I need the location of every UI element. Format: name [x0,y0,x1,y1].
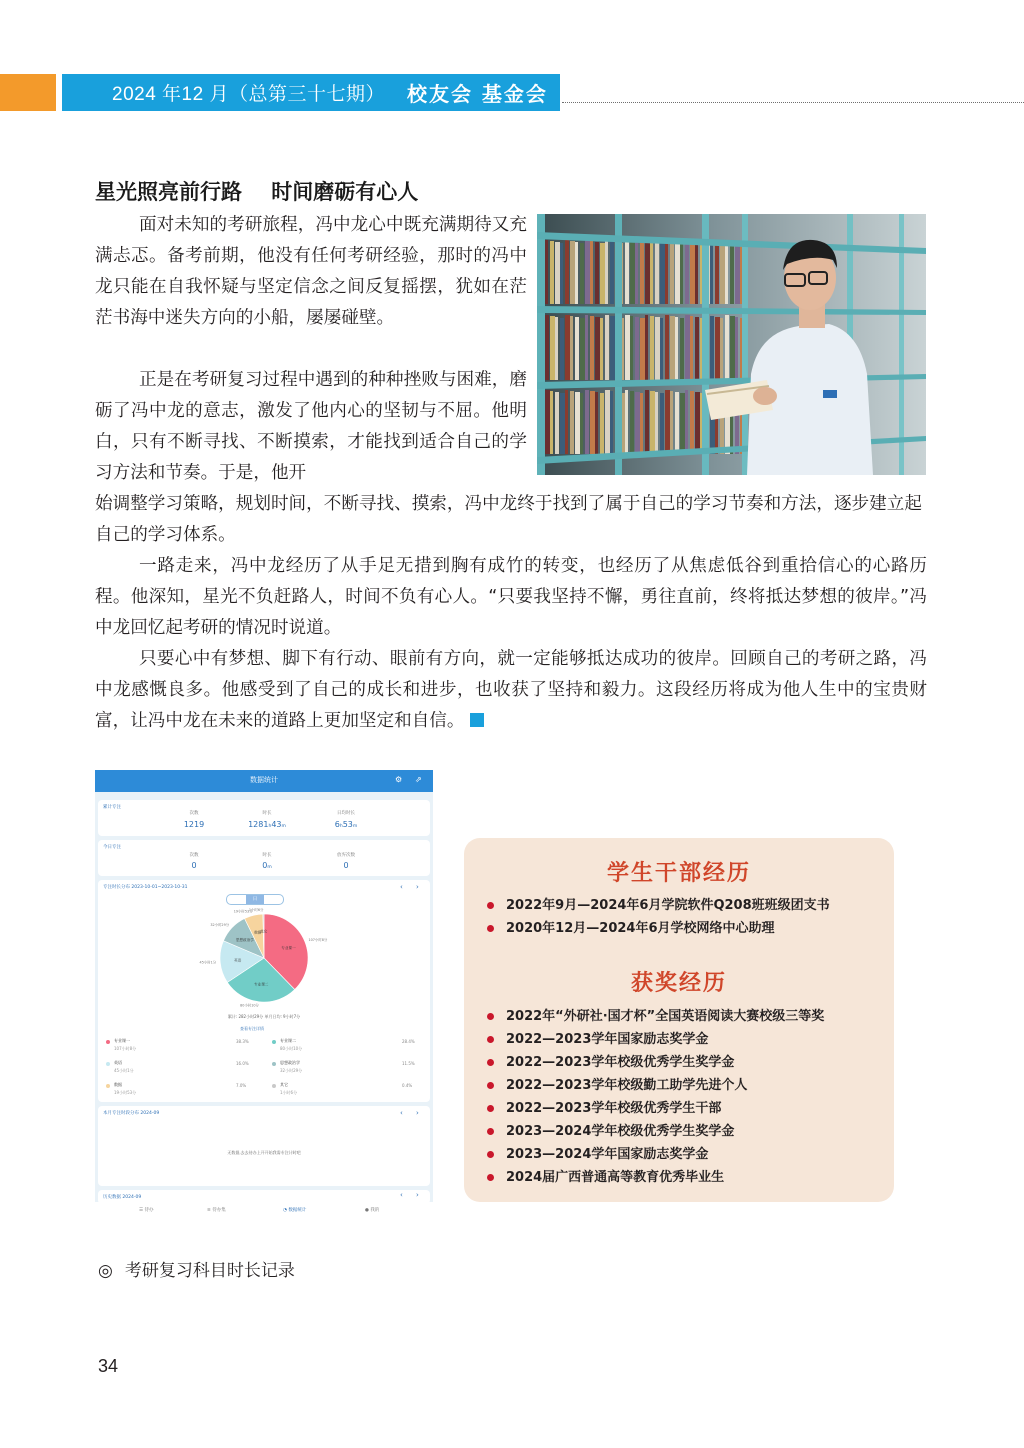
user-icon: ● [365,1208,371,1213]
legend-pct: 0.4% [402,1083,413,1088]
book-spine [670,391,673,454]
pie-slice-label: 数据 [254,930,262,935]
legend-time: 80小时10分 [280,1046,303,1051]
cadre-heading: 学生干部经历 [606,861,751,886]
app-title: 数据统计 [250,776,278,784]
legend-item [272,1038,422,1058]
history-label: 历史数据 2024-09 [103,1195,142,1200]
app-header [95,770,433,792]
list-item-text: 2022年9月—2024年6月学院软件Q208班班级团支书 [506,898,830,913]
bullet-icon [487,1013,494,1020]
paragraph-1: 面对未知的考研旅程，冯中龙心中既充满期待又充满忐忑。备考前期，他没有任何考研经验，那时的冯中龙只能在自我怀疑与坚定信念之间反复摇摆，犹如在茫茫书海中迷失方向的小船，屡屡碰壁。 [95,215,527,328]
book-spine [560,243,563,304]
today-giveup: 0 [343,861,349,870]
book-spine [635,242,638,304]
book-spine [735,317,738,380]
book-spine [670,241,674,304]
legend-pct: 28.4% [402,1039,415,1044]
legend-name: 数据 [114,1082,122,1087]
book-spine [635,392,640,454]
bullet-icon [487,1059,494,1066]
book-spine [575,317,579,380]
time-label: 时长 [262,811,272,816]
pie-slice-label: 思想政治学 [235,937,254,942]
header-orange-block [0,74,56,111]
book-spine [655,242,659,304]
book-spine [585,240,590,304]
book-spine [565,315,570,380]
pie-slice-time: 19小时53分 [233,909,253,914]
pie-slice-label: 其它 [260,929,268,934]
book-spine [670,316,675,380]
book-spine [685,315,690,380]
next-month-icon[interactable]: › [416,883,419,891]
caption-text: 考研复习科目时长记录 [124,1261,295,1281]
distribution-summary: 累计: 282小时29分 单月日均: 9小时7分 [227,1014,301,1019]
book-spine [610,391,613,454]
book-spine [635,317,639,380]
book-spine [730,241,734,304]
study-app-screenshot [95,770,433,1222]
experience-box [464,838,894,1202]
today-time-label: 时长 [262,853,272,858]
book-spine [575,392,580,454]
book-spine [660,393,664,454]
book-spine [640,318,645,380]
paragraph-4-text: 只要心中有梦想、脚下有行动、眼前有方向，就一定能够抵达成功的彼岸。回顾自己的考研之路，冯中龙感慨良多。他感受到了自己的成长和进步，也收获了坚持和毅力。这段经历将成为他人生中的宝贵财富，让冯中龙在未来的道路上更加坚定和自信。 [95,649,927,731]
legend-time: 45小时1分 [114,1068,134,1073]
book-spine [565,240,569,304]
list-item-text: 2022—2023学年国家励志奖学金 [506,1032,709,1047]
book-spine [595,317,600,380]
book-spine [665,390,670,454]
book-spine [690,391,694,454]
book-spine [655,392,658,454]
detail-button[interactable]: 查看专注详情 [240,1026,264,1031]
book-spine [585,390,589,454]
book-spine [550,316,555,380]
book-spine [685,390,688,454]
tab-statistics[interactable]: ◔ 数据统计 [283,1208,307,1213]
distribution-label: 专注时长分布 2023-10-01~2023-10-31 [103,885,188,890]
legend-name: 思想政治学 [280,1060,300,1065]
book-spine [655,317,660,380]
legend-name: 英语 [114,1060,122,1065]
legend-item [106,1060,256,1080]
book-spine [555,242,560,304]
book-spine [645,315,648,380]
legend-swatch [272,1040,276,1044]
total-avg: 6h53m [334,820,358,829]
book-spine [580,243,584,304]
bullet-icon [487,925,494,932]
book-spine [640,243,644,304]
today-focus-label: 今日专注 [103,845,121,850]
legend-swatch [106,1084,110,1088]
book-spine [550,241,554,304]
book-spine [720,318,723,380]
book-spine [730,316,735,380]
legend-name: 专业课二 [280,1038,296,1043]
legend-time: 107小时8分 [114,1046,137,1051]
bullet-icon [487,902,494,909]
book-spine [640,393,643,454]
total-focus-card [98,800,430,836]
book-spine [710,241,713,304]
book-spine [610,316,615,380]
book-spine [595,242,599,304]
book-spine [555,317,558,380]
book-spine [685,240,689,304]
book-spine [605,315,609,380]
book-spine [695,242,698,304]
book-spine [570,241,575,304]
list-item-text: 2022—2023学年校级优秀学生干部 [506,1101,722,1116]
book-spine [565,390,568,454]
period-toggle[interactable] [226,894,284,905]
book-spine [550,391,553,454]
list-item [484,1097,824,1120]
book-spine [660,243,665,304]
legend-time: 19小时53分 [114,1090,137,1095]
book-spine [675,317,678,380]
book-spine [665,240,668,304]
book-spine [590,391,595,454]
list-item [484,1166,824,1189]
pie-slice-time: 45小时1分 [199,960,217,965]
book-spine [590,241,593,304]
history-next-icon[interactable]: › [416,1191,419,1199]
book-spine [625,390,628,454]
legend-pct: 11.5% [402,1061,415,1066]
list-icon: ≡ [207,1208,213,1213]
book-spine [650,391,655,454]
legend-swatch [272,1084,276,1088]
today-time: 0m [262,861,272,870]
book-spine [600,393,604,454]
header-bar [62,74,560,111]
legend-swatch [106,1062,110,1066]
list-item [484,1028,824,1051]
book-spine [600,243,605,304]
bullet-icon [487,1128,494,1135]
book-spine [630,316,633,380]
monthly-empty-text: 无数据,去去待办上开开始我需专注计时吧 [227,1150,301,1155]
paragraph-4 [95,644,927,737]
total-count: 1219 [183,820,205,829]
settings-icon[interactable]: ⚙ [395,775,403,784]
monthly-label: 本月专注时段分布 2024-09 [103,1111,160,1116]
list-item-text: 2022—2023学年校级优秀学生奖学金 [506,1055,735,1070]
header-dotted-rule [562,102,1024,103]
paragraph-2: 正是在考研复习过程中遇到的种种挫败与困难，磨砺了冯中龙的意志，激发了他内心的坚韧与不屈。他明白，只有不断寻找、不断摸索，才能找到适合自己的学习方法和节奏。于是，他开 [95,370,527,483]
pie-slice-time: 107小时8分 [308,937,328,942]
book-spine [570,391,574,454]
pie-slice-label: 专业课一 [281,946,296,951]
book-spine [625,240,629,304]
end-mark [470,713,484,727]
book-spine [590,316,594,380]
pie-slice-label: 英语 [234,958,242,963]
today-focus-card [98,840,430,876]
bullet-icon [487,1174,494,1181]
distribution-card [98,880,430,1102]
book-spine [695,317,699,380]
book-spine [630,241,635,304]
library-photo [537,214,926,475]
pie-slice-label: 专业课二 [254,982,269,987]
list-item-text: 2020年12月—2024年6月学校网络中心助理 [506,921,775,936]
list-item-text: 2022—2023学年校级勤工助学先进个人 [506,1078,748,1093]
list-item [484,894,830,917]
book-spine [630,391,634,454]
list-item [484,1074,824,1097]
photo-illustration [537,214,926,475]
list-item [484,917,830,940]
book-spine [680,393,685,454]
book-spine [695,392,700,454]
paragraph-2-continued: 始调整学习策略，规划时间，不断寻找、摸索，冯中龙终于找到了属于自己的学习节奏和方法，逐步建立起自己的学习体系。 [95,494,922,545]
list-item-text: 2023—2024学年校级优秀学生奖学金 [506,1124,735,1139]
legend-name: 专业课一 [114,1038,130,1043]
book-spine [625,315,630,380]
legend-time: 32小时29分 [280,1068,303,1073]
tab-todo[interactable]: ☰ 待办 [139,1208,154,1213]
list-item [484,1005,824,1028]
tab-bar [95,1202,433,1222]
book-spine [675,242,680,304]
figure-caption [98,1256,295,1281]
history-prev-icon[interactable]: ‹ [400,1191,403,1199]
book-spine [690,316,693,380]
legend-pct: 38.3% [236,1039,249,1044]
book-spine [660,318,663,380]
book-spine [560,393,565,454]
legend-time: 1小时6分 [280,1090,298,1095]
book-spine [575,242,578,304]
monthly-prev-icon[interactable]: ‹ [400,1109,403,1117]
book-spine [645,240,650,304]
legend-name: 其它 [280,1082,288,1087]
chart-icon: ◔ [283,1208,289,1213]
pie-chart [98,906,430,1012]
legend-pct: 16.0% [236,1061,249,1066]
page-number: 34 [98,1356,119,1376]
book-spine [545,390,550,454]
article-subtitle: 星光照亮前行路 时间磨砺有心人 [95,180,419,204]
list-item-text: 2024届广西普通高等教育优秀毕业生 [506,1170,725,1185]
monthly-next-icon[interactable]: › [416,1109,419,1117]
book-spine [545,240,548,304]
book-spine [720,243,725,304]
book-spine [715,317,720,380]
issue-info: 2024 年12 月（总第三十七期） [112,84,385,105]
section-name: 校友会 基金会 [406,82,548,106]
bullet-icon [487,1036,494,1043]
book-spine [680,243,683,304]
book-spine [715,242,719,304]
tab-todo-set[interactable]: ≡ 待办集 [207,1208,226,1213]
awards-list [484,1005,824,1189]
book-spine [605,240,608,304]
book-spine [605,390,610,454]
avg-label: 日均时长 [337,811,355,816]
caption-mark: ◎ [98,1261,113,1281]
legend-item [272,1082,422,1102]
book-spine [555,392,559,454]
book-spine [650,241,653,304]
pie-slice-time: 32小时29分 [210,923,230,928]
bullet-icon [487,1151,494,1158]
today-count-label: 次数 [189,853,199,858]
paragraph-3: 一路走来，冯中龙经历了从手足无措到胸有成竹的转变，也经历了从焦虑低谷到重拾信心的心路历程。他深知，星光不负赶路人，时间不负有心人。“只要我坚持不懈，勇往直前，终将抵达梦想的彼岸。”冯中龙回忆起考研的情况时说道。 [95,556,927,638]
book-spine [675,392,679,454]
prev-month-icon[interactable]: ‹ [400,883,403,891]
book-spine [570,316,573,380]
legend-item [106,1038,256,1058]
awards-heading: 获奖经历 [630,971,727,996]
legend-pct: 7.0% [236,1083,247,1088]
toggle-day[interactable]: 日 [246,895,264,904]
todo-icon: ☰ [139,1208,145,1213]
today-giveup-label: 放弃次数 [337,853,355,858]
book-spine [725,240,728,304]
legend-item [106,1082,256,1102]
monthly-card [98,1106,430,1186]
legend-swatch [272,1062,276,1066]
pie-slice-time: 80小时10分 [240,1003,259,1008]
book-spine [580,393,583,454]
list-item [484,1143,824,1166]
book-spine [560,318,564,380]
book-spine [735,242,740,304]
book-spine [690,241,695,304]
book-spine [725,315,729,380]
cadre-list [484,894,830,940]
book-spine [545,315,549,380]
total-focus-label: 累计专注 [103,805,121,810]
list-item-text: 2023—2024学年国家励志奖学金 [506,1147,709,1162]
pie-slice-time: 1小时6分 [248,908,264,913]
book-spine [610,241,614,304]
tab-me[interactable]: ● 我的 [365,1208,380,1213]
count-label: 次数 [189,811,199,816]
legend-item [272,1060,422,1080]
bullet-icon [487,1082,494,1089]
share-icon[interactable]: ⇗ [415,775,422,784]
list-item [484,1120,824,1143]
book-spine [650,316,654,380]
book-spine [680,318,684,380]
total-time: 1281h43m [248,820,286,829]
book-spine [595,392,598,454]
today-count: 0 [191,861,197,870]
book-spine [600,318,603,380]
bullet-icon [487,1105,494,1112]
book-spine [710,316,714,380]
book-spine [580,318,585,380]
legend-swatch [106,1040,110,1044]
list-item [484,1051,824,1074]
book-spine [585,315,588,380]
book-spine [645,390,649,454]
book-spine [665,315,669,380]
list-item-text: 2022年“外研社·国才杯”全国英语阅读大赛校级三等奖 [506,1009,825,1024]
